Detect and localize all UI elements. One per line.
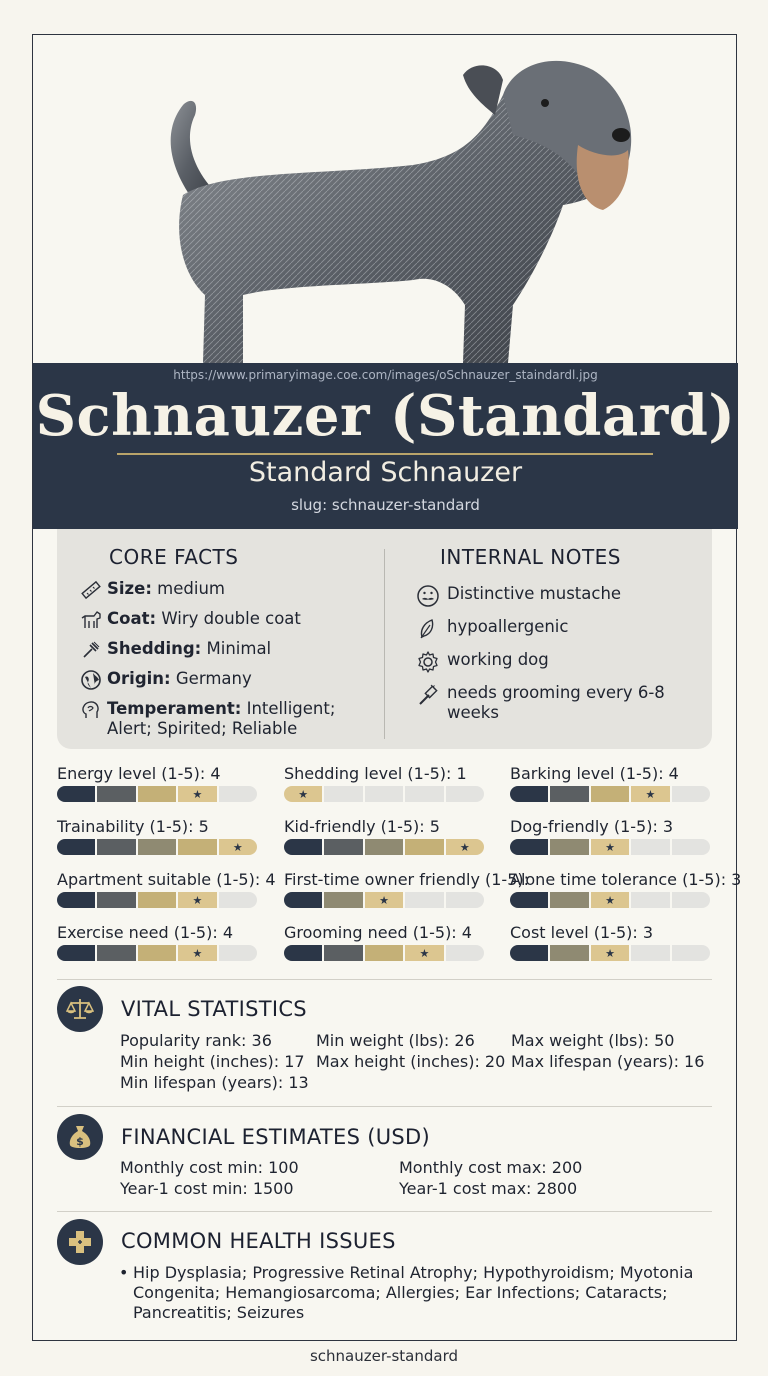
facts-divider (384, 549, 385, 739)
rating-bar (57, 839, 257, 855)
rating-bar (510, 786, 710, 802)
page-title: Schnauzer (Standard) (35, 383, 736, 449)
rating-bar (284, 892, 484, 908)
title-banner (33, 363, 738, 529)
rating-label: Exercise need (1-5): 4 (57, 923, 234, 942)
rating-segment (97, 892, 135, 908)
ruler-icon (75, 579, 107, 601)
rating-star-icon: ★ (178, 892, 216, 908)
rating-segment (365, 786, 403, 802)
section-separator (57, 979, 712, 980)
rating-item (510, 923, 715, 971)
rating-label: Apartment suitable (1-5): 4 (57, 870, 276, 889)
fact-coat: Coat: Wiry double coat (75, 609, 301, 631)
rating-segment (510, 945, 548, 961)
rating-segment (550, 945, 588, 961)
rating-bar (284, 839, 484, 855)
money-bag-icon (57, 1114, 103, 1160)
page-subtitle: Standard Schnauzer (248, 457, 523, 488)
rating-segment (284, 945, 322, 961)
mustache-face-icon (409, 584, 447, 608)
fact-temperament: Temperament: Intelligent; Alert; Spirited; Reliable (75, 699, 375, 739)
rating-star-icon: ★ (219, 839, 257, 855)
note-hypoallergenic: hypoallergenic (409, 617, 568, 641)
note-mustache: Distinctive mustache (409, 584, 621, 608)
list-bullet: • (119, 1263, 129, 1282)
rating-segment (550, 892, 588, 908)
rating-item (57, 764, 262, 812)
image-url: https://www.primaryimage.coe.com/images/oSchnauzer_staindardl.jpg (173, 368, 598, 382)
rating-star-icon: ★ (284, 786, 322, 802)
rating-label: Shedding level (1-5): 1 (284, 764, 467, 783)
rating-segment (672, 892, 710, 908)
rating-segment (97, 839, 135, 855)
vital-statistics-heading: VITAL STATISTICS (121, 997, 307, 1021)
globe-icon (75, 669, 107, 691)
rating-segment (550, 839, 588, 855)
rating-star-icon: ★ (365, 892, 403, 908)
rating-item (510, 870, 742, 918)
rating-label: Cost level (1-5): 3 (510, 923, 654, 942)
year1-cost-min: Year-1 cost min: 1500 (120, 1179, 294, 1198)
rating-label: Alone time tolerance (1-5): 3 (510, 870, 742, 889)
fact-size: Size: medium (75, 579, 225, 601)
rating-segment (446, 892, 484, 908)
title-divider (117, 453, 653, 455)
rating-segment (219, 945, 257, 961)
rating-star-icon: ★ (591, 892, 629, 908)
rating-segment (219, 786, 257, 802)
fact-origin: Origin: Germany (75, 669, 252, 691)
dog-icon (75, 609, 107, 631)
rating-bar (510, 839, 710, 855)
rating-segment (591, 786, 629, 802)
rating-segment (510, 839, 548, 855)
rating-segment (138, 839, 176, 855)
rating-segment (405, 786, 443, 802)
rating-star-icon: ★ (591, 839, 629, 855)
rating-segment (672, 786, 710, 802)
rating-segment (57, 945, 95, 961)
health-heading: COMMON HEALTH ISSUES (121, 1229, 396, 1253)
rating-label: Kid-friendly (1-5): 5 (284, 817, 440, 836)
rating-label: First-time owner friendly (1-5): (284, 870, 530, 889)
rating-segment (510, 892, 548, 908)
grooming-brush-icon (409, 683, 447, 723)
year1-cost-max: Year-1 cost max: 2800 (399, 1179, 578, 1198)
section-separator (57, 1106, 712, 1107)
rating-segment (324, 839, 362, 855)
rating-segment (138, 892, 176, 908)
rating-segment (446, 945, 484, 961)
svg-text:$: $ (76, 1135, 84, 1148)
rating-label: Energy level (1-5): 4 (57, 764, 221, 783)
core-facts-heading: CORE FACTS (109, 545, 239, 569)
rating-segment (324, 786, 362, 802)
facts-panel (57, 529, 712, 749)
stat-max-lifespan: Max lifespan (years): 16 (511, 1052, 705, 1071)
rating-segment (631, 945, 669, 961)
rating-segment (178, 839, 216, 855)
stat-max-weight: Max weight (lbs): 50 (511, 1031, 675, 1050)
rating-segment (672, 945, 710, 961)
breed-card (32, 34, 742, 1341)
rating-item (284, 870, 530, 918)
rating-item (284, 764, 489, 812)
rating-star-icon: ★ (178, 786, 216, 802)
rating-segment (57, 839, 95, 855)
scales-icon (57, 986, 103, 1032)
rating-label: Trainability (1-5): 5 (57, 817, 209, 836)
note-working-dog: working dog (409, 650, 549, 674)
rating-segment (97, 945, 135, 961)
rating-segment (550, 786, 588, 802)
rating-segment (672, 839, 710, 855)
rating-bar (57, 786, 257, 802)
rating-segment (138, 945, 176, 961)
leaf-icon (409, 617, 447, 641)
rating-star-icon: ★ (591, 945, 629, 961)
rating-star-icon: ★ (446, 839, 484, 855)
health-issues-text: Hip Dysplasia; Progressive Retinal Atrophy; Hypothyroidism; Myotonia Congenita; Hemangiosarcoma; Allergies; Ear Infections; Cataracts; Pancreatitis; Seizures (133, 1263, 694, 1322)
stat-min-lifespan: Min lifespan (years): 13 (120, 1073, 309, 1092)
rating-item (57, 817, 262, 865)
rating-segment (284, 892, 322, 908)
rating-star-icon: ★ (631, 786, 669, 802)
rating-segment (510, 786, 548, 802)
fact-shedding: Shedding: Minimal (75, 639, 271, 661)
rating-segment (446, 786, 484, 802)
rating-star-icon: ★ (178, 945, 216, 961)
medical-cross-icon (57, 1219, 103, 1265)
rating-segment (324, 945, 362, 961)
health-issues-list (119, 1263, 699, 1323)
rating-segment (284, 839, 322, 855)
stat-popularity-rank: Popularity rank: 36 (120, 1031, 272, 1050)
rating-segment (57, 892, 95, 908)
stat-min-height: Min height (inches): 17 (120, 1052, 305, 1071)
monthly-cost-min: Monthly cost min: 100 (120, 1158, 299, 1177)
note-grooming: needs grooming every 6-8 weeks (409, 683, 694, 723)
rating-label: Grooming need (1-5): 4 (284, 923, 472, 942)
rating-segment (631, 892, 669, 908)
financial-heading: FINANCIAL ESTIMATES (USD) (121, 1125, 430, 1149)
rating-item (510, 764, 715, 812)
rating-label: Barking level (1-5): 4 (510, 764, 679, 783)
section-separator (57, 1211, 712, 1212)
rating-item (57, 870, 276, 918)
slug-label: slug: schnauzer-standard (291, 496, 480, 514)
rating-segment (219, 892, 257, 908)
brush-icon (75, 639, 107, 661)
stat-max-height: Max height (inches): 20 (316, 1052, 506, 1071)
rating-bar (284, 945, 484, 961)
rating-bar (57, 892, 257, 908)
gear-icon (409, 650, 447, 674)
rating-segment (365, 839, 403, 855)
rating-segment (365, 945, 403, 961)
rating-segment (631, 839, 669, 855)
rating-segment (405, 839, 443, 855)
rating-label: Dog-friendly (1-5): 3 (510, 817, 674, 836)
rating-item (284, 923, 489, 971)
footer-slug: schnauzer-standard (309, 1347, 459, 1365)
internal-notes-heading: INTERNAL NOTES (440, 545, 622, 569)
dog-illustration (33, 35, 738, 363)
rating-bar (57, 945, 257, 961)
rating-item (284, 817, 489, 865)
rating-star-icon: ★ (405, 945, 443, 961)
rating-bar (284, 786, 484, 802)
rating-segment (57, 786, 95, 802)
monthly-cost-max: Monthly cost max: 200 (399, 1158, 583, 1177)
rating-segment (405, 892, 443, 908)
rating-segment (138, 786, 176, 802)
rating-item (57, 923, 262, 971)
rating-segment (97, 786, 135, 802)
rating-item (510, 817, 715, 865)
rating-bar (510, 945, 710, 961)
rating-segment (324, 892, 362, 908)
rating-bar (510, 892, 710, 908)
stat-min-weight: Min weight (lbs): 26 (316, 1031, 475, 1050)
